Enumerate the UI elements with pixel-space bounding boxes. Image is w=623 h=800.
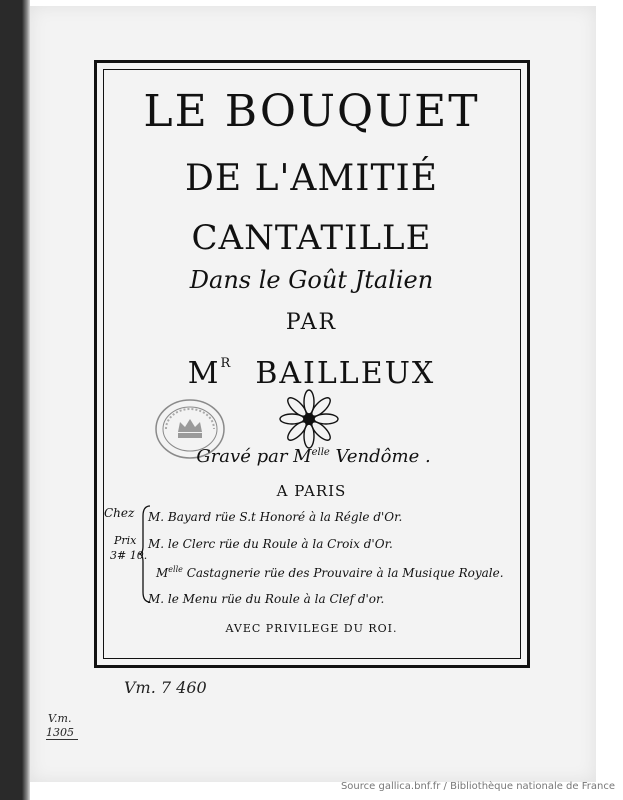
seller-address-2: M. le Clerc rüe du Roule à la Croix d'Or. xyxy=(148,537,393,551)
shelfmark-handwritten: Vm. 7 460 xyxy=(124,678,207,697)
seller-3-prefix: M xyxy=(156,566,169,580)
seller-address-4: M. le Menu rüe du Roule à la Clef d'or. xyxy=(148,592,385,606)
par-line: PAR xyxy=(285,310,338,335)
author-prefix: M xyxy=(187,356,221,391)
seller-3-rest: Castagnerie rüe des Prouvaire à la Musique Royale. xyxy=(182,566,504,580)
engraver-sup: elle xyxy=(311,447,330,458)
seller-address-3 xyxy=(156,565,504,580)
author-line xyxy=(0,356,623,391)
call-number-line-1: V.m. xyxy=(48,712,72,725)
seller-address-1: M. Bayard rüe S.t Honoré à la Régle d'Or. xyxy=(148,510,403,524)
engraver-prefix: Gravé par M xyxy=(196,446,312,467)
call-number-line-2: 1305 xyxy=(46,726,74,739)
title-line-3: CANTATILLE xyxy=(191,218,432,258)
engraver-name: Vendôme . xyxy=(329,446,431,467)
seller-3-sup: elle xyxy=(168,565,183,574)
author-prefix-sup: R xyxy=(220,356,233,371)
subtitle-line: Dans le Goût Jtalien xyxy=(189,266,434,294)
engraver-line xyxy=(2,446,623,467)
privilege-line: AVEC PRIVILEGE DU ROI. xyxy=(225,622,398,635)
sellers-block xyxy=(100,504,530,614)
title-line-1: LE BOUQUET xyxy=(143,86,480,137)
chez-label: Chez xyxy=(104,506,135,520)
prix-value: 3# 10. xyxy=(110,549,148,562)
rosette-ornament-icon xyxy=(278,388,340,450)
title-line-2: DE L'AMITIÉ xyxy=(185,158,438,199)
call-number-underline xyxy=(46,739,78,740)
place-line: A PARIS xyxy=(276,482,347,500)
prix-label: Prix xyxy=(114,534,137,547)
author-name: BAILLEUX xyxy=(255,356,436,391)
source-credit: Source gallica.bnf.fr / Bibliothèque nationale de France xyxy=(340,781,615,792)
